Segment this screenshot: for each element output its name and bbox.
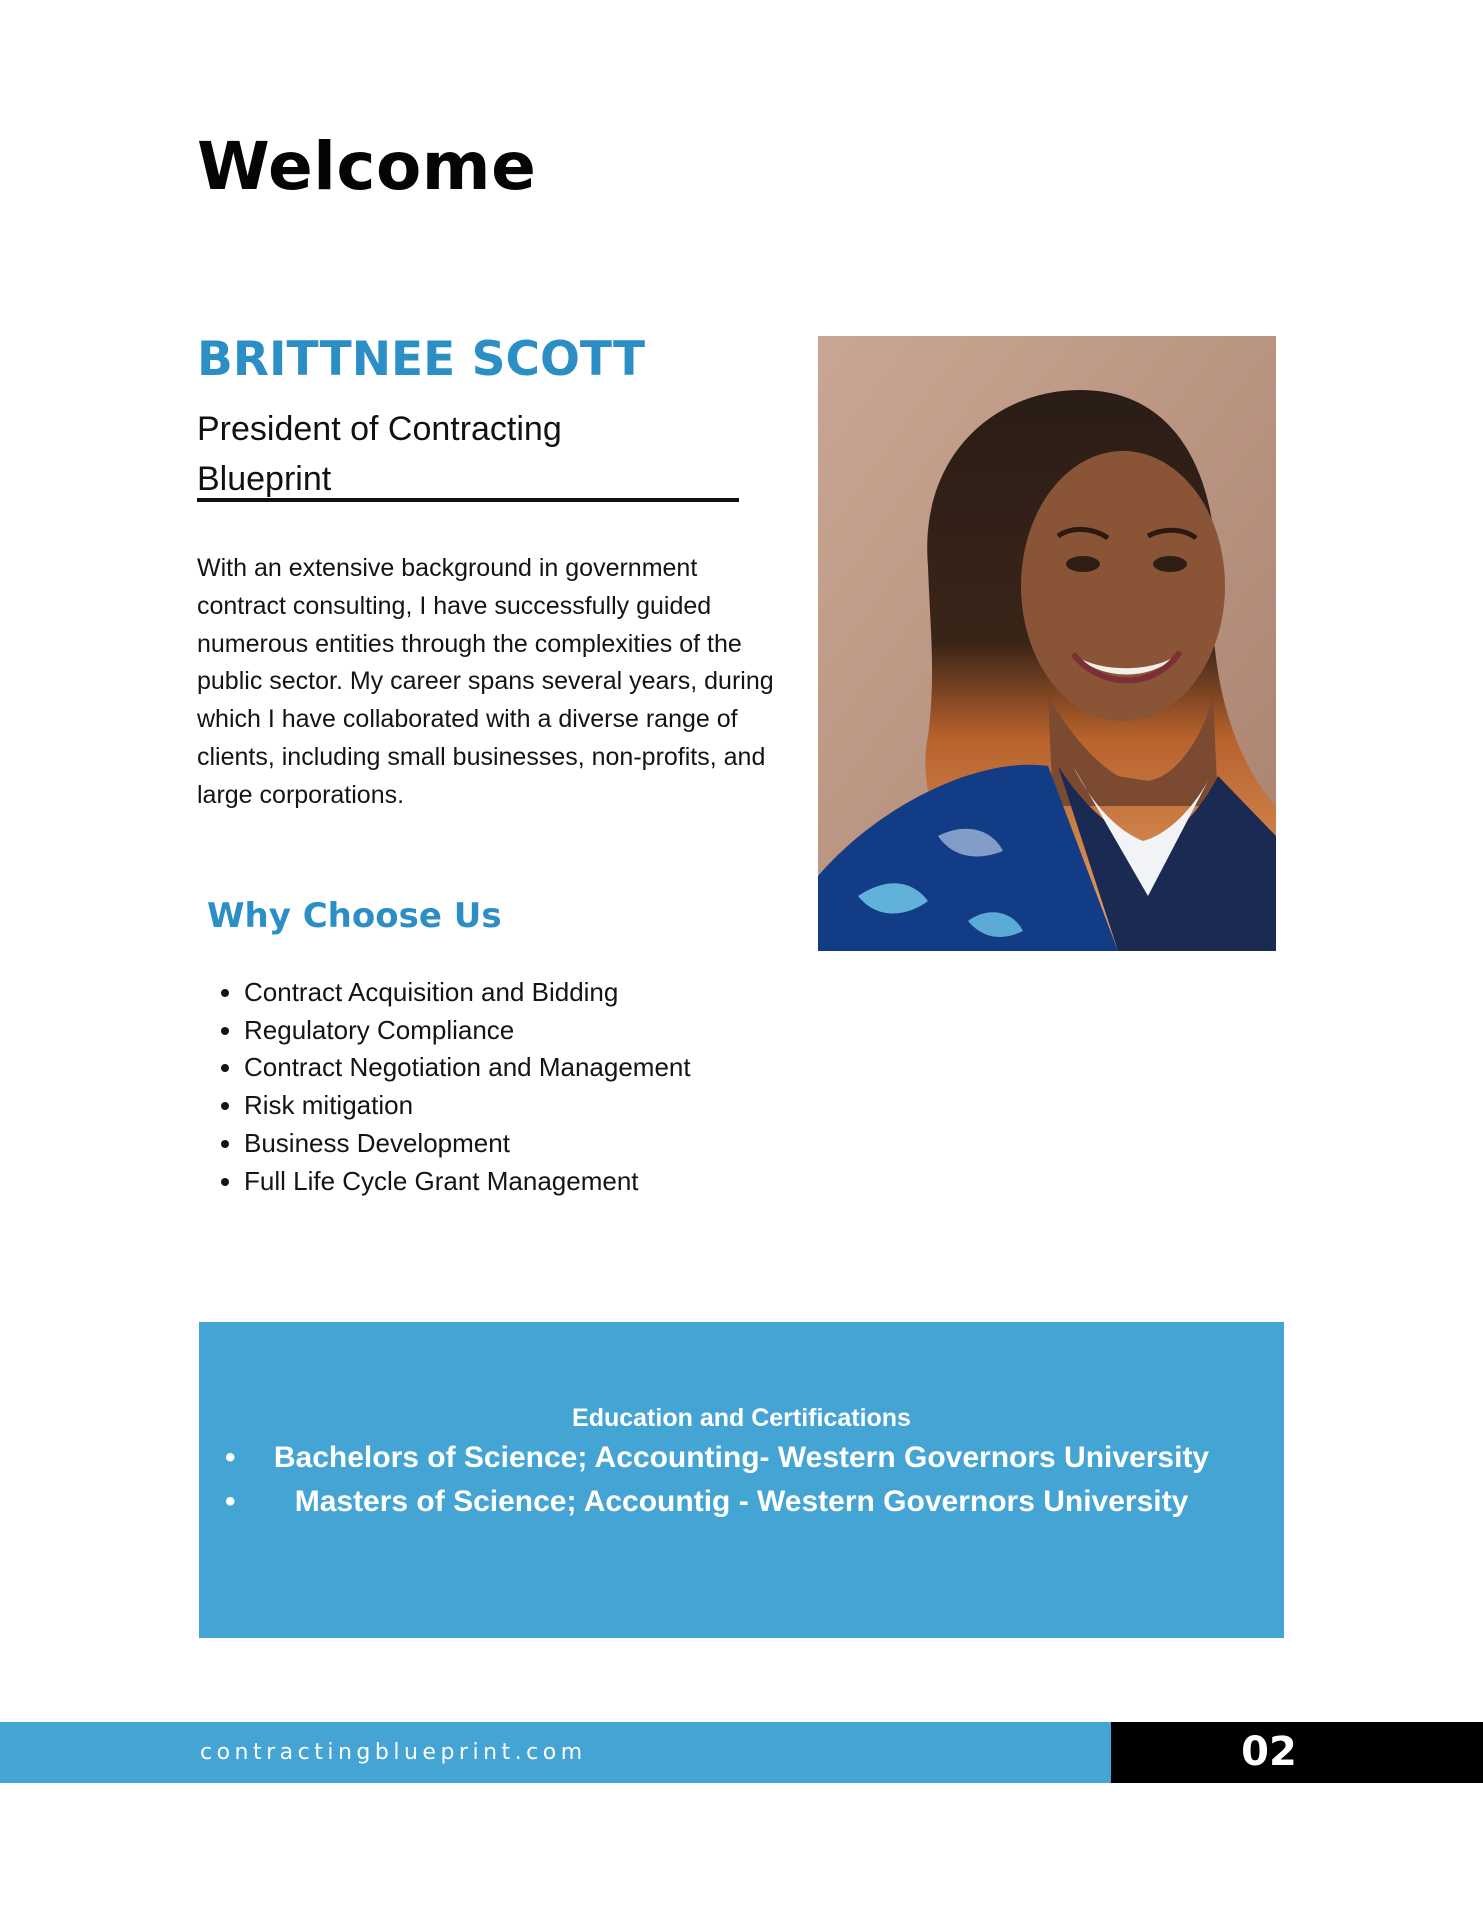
page-number: 02 bbox=[1241, 1729, 1297, 1775]
education-list bbox=[199, 1436, 1284, 1524]
footer-bar bbox=[0, 1722, 1111, 1783]
page-title: Welcome bbox=[197, 128, 537, 205]
left-eye bbox=[1066, 556, 1100, 572]
bio-paragraph: With an extensive background in government contract consulting, I have successfully guided numerous entities through the complexities of the public sector. My career spans several years, during which I have collaborated with a diverse range of clients, including small businesses, non-profits, and large corporations. bbox=[197, 554, 774, 809]
service-item: • Contract Negotiation and Management bbox=[244, 1049, 691, 1087]
services-list bbox=[197, 974, 691, 1200]
service-item: • Business Development bbox=[244, 1125, 691, 1163]
education-panel bbox=[199, 1322, 1284, 1638]
service-item: • Contract Acquisition and Bidding bbox=[244, 974, 691, 1012]
service-item: • Regulatory Compliance bbox=[244, 1012, 691, 1050]
education-title: Education and Certifications bbox=[572, 1404, 911, 1432]
bullet-icon: • bbox=[225, 1485, 236, 1518]
service-item: • Full Life Cycle Grant Management bbox=[244, 1163, 691, 1201]
right-eye bbox=[1153, 556, 1187, 572]
education-item-text: Masters of Science; Accountig - Western Governors University bbox=[294, 1485, 1189, 1518]
person-name: BRITTNEE SCOTT bbox=[197, 332, 646, 387]
bullet-icon: • bbox=[225, 1441, 236, 1474]
education-item bbox=[199, 1480, 1284, 1524]
role-line-2: Blueprint bbox=[197, 460, 332, 498]
role-divider bbox=[197, 498, 739, 502]
education-item bbox=[199, 1436, 1284, 1480]
education-item-text: Bachelors of Science; Accounting- Western Governors University bbox=[273, 1441, 1210, 1474]
service-item: • Risk mitigation bbox=[244, 1087, 691, 1125]
role-line-1: President of Contracting bbox=[197, 410, 562, 448]
footer-url-link[interactable]: contractingblueprint.com bbox=[200, 1740, 587, 1765]
profile-photo bbox=[818, 336, 1276, 951]
portrait-illustration bbox=[818, 336, 1276, 951]
why-choose-heading: Why Choose Us bbox=[207, 896, 502, 936]
person-role bbox=[197, 404, 617, 504]
page-number-box bbox=[1111, 1722, 1483, 1783]
